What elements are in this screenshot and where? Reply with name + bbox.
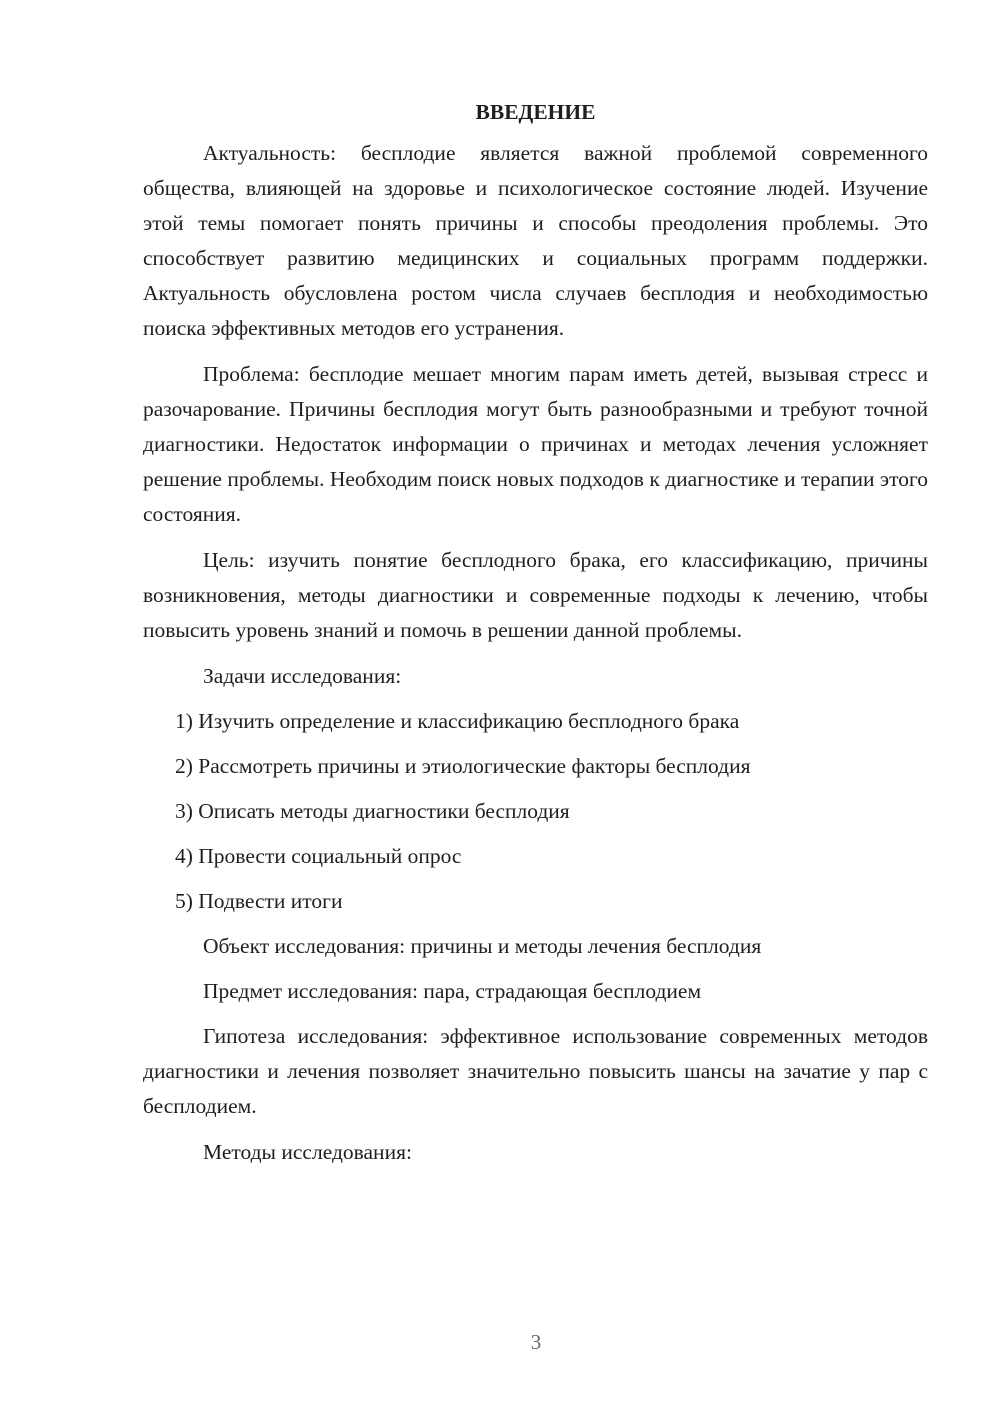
- goal-paragraph: Цель: изучить понятие бесплодного брака, его классификацию, причины возникновения, методы диагностики и современные подходы к лечению, чтобы повысить уровень знаний и помочь в решении данной проблемы.: [143, 548, 928, 642]
- list-item: 1) Изучить определение и классификацию бесплодного брака: [175, 709, 740, 733]
- tasks-heading: Задачи исследования:: [203, 664, 402, 688]
- list-item: 5) Подвести итоги: [175, 889, 343, 913]
- page-number: 3: [530, 1330, 542, 1354]
- tasks-list: [143, 704, 928, 919]
- page-title: ВВЕДЕНИЕ: [475, 100, 596, 124]
- relevance-paragraph: Актуальность: бесплодие является важной проблемой современного общества, влияющей на здоровье и психологическое состояние людей. Изучение этой темы помогает понять причины и способы преодоления проблемы. Это способствует развитию медицинских и социальных программ поддержки. Актуальность обусловлена ростом числа случаев бесплодия и необходимостью поиска эффективных методов его устранения.: [143, 141, 928, 340]
- methods-heading: Методы исследования:: [203, 1140, 412, 1164]
- document-page: [143, 96, 928, 1180]
- object-paragraph: Объект исследования: причины и методы лечения бесплодия: [203, 934, 762, 958]
- hypothesis-paragraph: Гипотеза исследования: эффективное использование современных методов диагностики и лечения позволяет значительно повысить шансы на зачатие у пар с бесплодием.: [143, 1024, 928, 1118]
- subject-paragraph: Предмет исследования: пара, страдающая бесплодием: [203, 979, 702, 1003]
- problem-paragraph: Проблема: бесплодие мешает многим парам иметь детей, вызывая стресс и разочарование. Причины бесплодия могут быть разнообразными и требуют точной диагностики. Недостаток информации о причинах и методах лечения усложняет решение проблемы. Необходим поиск новых подходов к диагностике и терапии этого состояния.: [143, 362, 928, 526]
- list-item: 2) Рассмотреть причины и этиологические факторы бесплодия: [175, 754, 751, 778]
- list-item: 3) Описать методы диагностики бесплодия: [175, 799, 570, 823]
- list-item: 4) Провести социальный опрос: [175, 844, 462, 868]
